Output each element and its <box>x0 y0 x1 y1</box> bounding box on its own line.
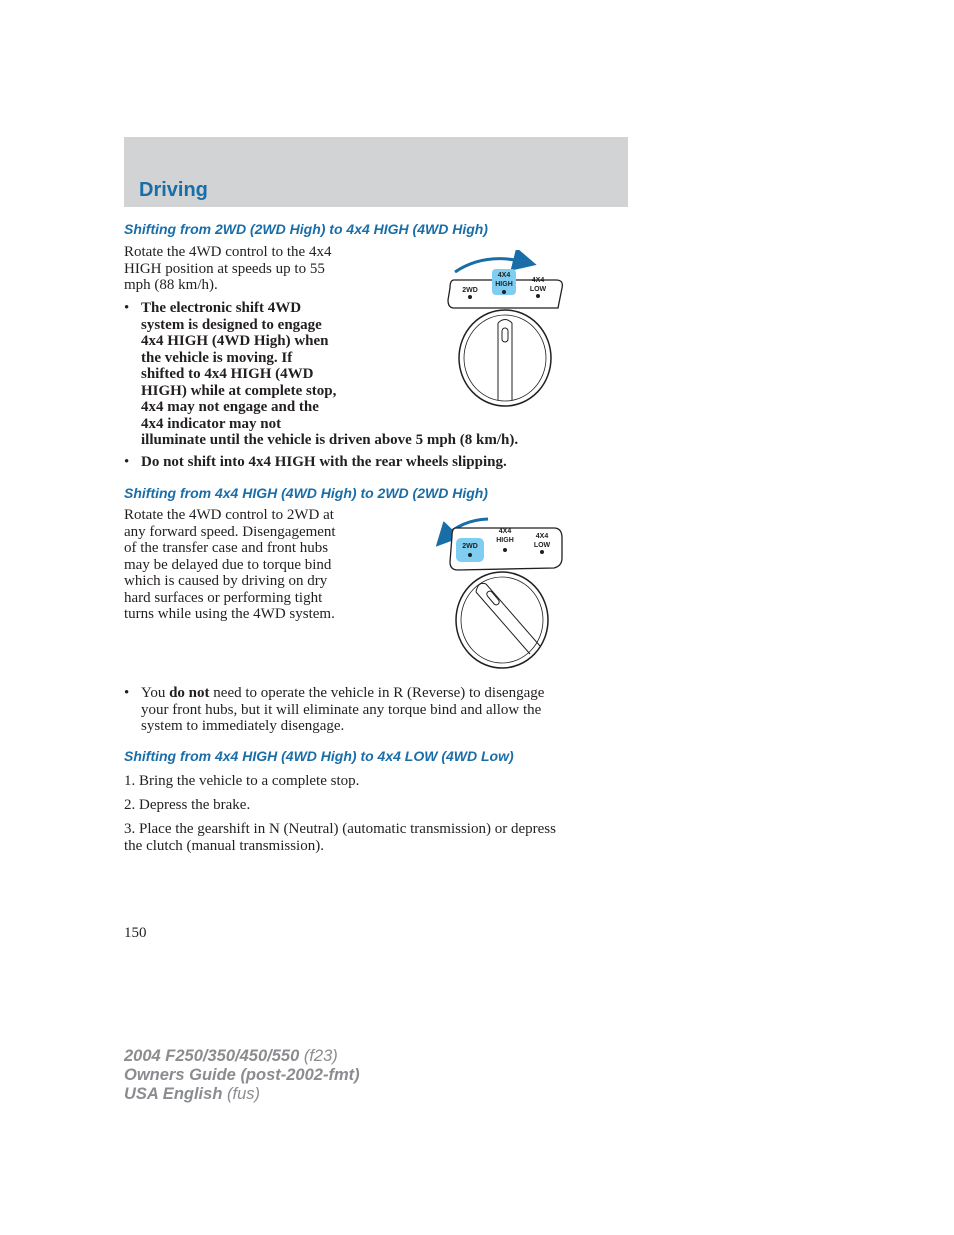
section2-body <box>124 507 336 623</box>
text-line: 4x4 may not engage and the <box>141 399 319 415</box>
bullet-mark: • <box>124 685 130 701</box>
bullet-mark: • <box>124 454 130 470</box>
label-high: HIGH <box>496 537 514 544</box>
rotary-knob <box>459 310 551 406</box>
bullet-mark: • <box>124 300 130 316</box>
text-line: system to immediately disengage. <box>141 718 345 734</box>
text-line: the clutch (manual transmission). <box>124 837 324 854</box>
text-line: 4x4 indicator may not <box>141 415 282 432</box>
section2-bullet <box>124 685 624 737</box>
section1-body <box>124 244 331 294</box>
footer-line <box>124 1085 360 1104</box>
text-line: HIGH) while at complete stop, <box>141 382 337 399</box>
section2-title: Shifting from 4x4 HIGH (4WD High) to 2WD (2WD High) <box>124 485 488 501</box>
4wd-control-diagram-high <box>440 250 570 415</box>
emphasis-text: do not <box>169 685 210 701</box>
section-header <box>124 137 628 207</box>
text-line: Rotate the 4WD control to 2WD at <box>124 507 334 523</box>
bullet-text: Do not shift into 4x4 HIGH with the rear wheels slipping. <box>141 454 507 470</box>
label-4x4: 4X4 <box>497 272 511 279</box>
step-1: 1. Bring the vehicle to a complete stop. <box>124 773 360 789</box>
section3-title: Shifting from 4x4 HIGH (4WD High) to 4x4 LOW (4WD Low) <box>124 748 514 764</box>
text-line: any forward speed. Disengagement <box>124 523 336 540</box>
text-line: turns while using the 4WD system. <box>124 606 335 622</box>
4wd-control-diagram-2wd <box>436 508 570 673</box>
text-line: system is designed to engage <box>141 316 322 333</box>
header-title: Driving <box>139 179 208 201</box>
section1-bullet2 <box>124 454 624 472</box>
text-line: 3. Place the gearshift in N (Neutral) (automatic transmission) or depress <box>124 821 556 837</box>
rotary-knob <box>456 572 548 668</box>
label-high: HIGH <box>495 281 513 288</box>
bullet-text <box>141 685 626 735</box>
step-2: 2. Depress the brake. <box>124 797 251 813</box>
text-line: shifted to 4x4 HIGH (4WD <box>141 366 314 382</box>
label-4x4: 4X4 <box>531 277 545 284</box>
label-4x4: 4X4 <box>535 533 549 540</box>
step-3 <box>124 821 556 854</box>
text-line: of the transfer case and front hubs <box>124 540 329 556</box>
page-number: 150 <box>124 925 147 941</box>
text-line: which is caused by driving on dry <box>124 573 328 589</box>
label-low: LOW <box>529 286 547 293</box>
section1-title: Shifting from 2WD (2WD High) to 4x4 HIGH (4WD High) <box>124 221 488 237</box>
footer-code: (f23) <box>299 1047 338 1065</box>
label-low: LOW <box>533 542 551 549</box>
text-line: illuminate until the vehicle is driven above 5 mph (8 km/h). <box>141 432 519 448</box>
text-line: the vehicle is moving. If <box>141 349 293 366</box>
footer-line: Owners Guide (post-2002-fmt) <box>124 1066 360 1084</box>
text-line: your front hubs, but it will eliminate any torque bind and allow the <box>141 701 542 718</box>
label-2wd: 2WD <box>462 287 478 294</box>
label-4x4: 4X4 <box>498 528 512 535</box>
text-line: mph (88 km/h). <box>124 277 218 293</box>
position-highlight <box>456 538 484 562</box>
text-line: Rotate the 4WD control to the 4x4 <box>124 244 332 260</box>
footer-model: 2004 F250/350/450/550 <box>124 1047 300 1065</box>
text-line <box>141 685 626 702</box>
footer-line <box>124 1047 360 1066</box>
label-2wd: 2WD <box>462 543 478 550</box>
text-span: You <box>141 685 170 701</box>
document-footer <box>124 1047 360 1104</box>
text-span: need to operate the vehicle in R (Reverse) to disengage <box>209 685 545 701</box>
text-line: may be delayed due to torque bind <box>124 556 332 573</box>
text-line: hard surfaces or performing tight <box>124 589 323 606</box>
text-line: The electronic shift 4WD <box>141 300 302 316</box>
footer-language: USA English <box>124 1085 223 1103</box>
footer-lang-code: (fus) <box>222 1085 260 1103</box>
text-line: 4x4 HIGH (4WD High) when <box>141 333 329 349</box>
text-line: HIGH position at speeds up to 55 <box>124 260 325 277</box>
